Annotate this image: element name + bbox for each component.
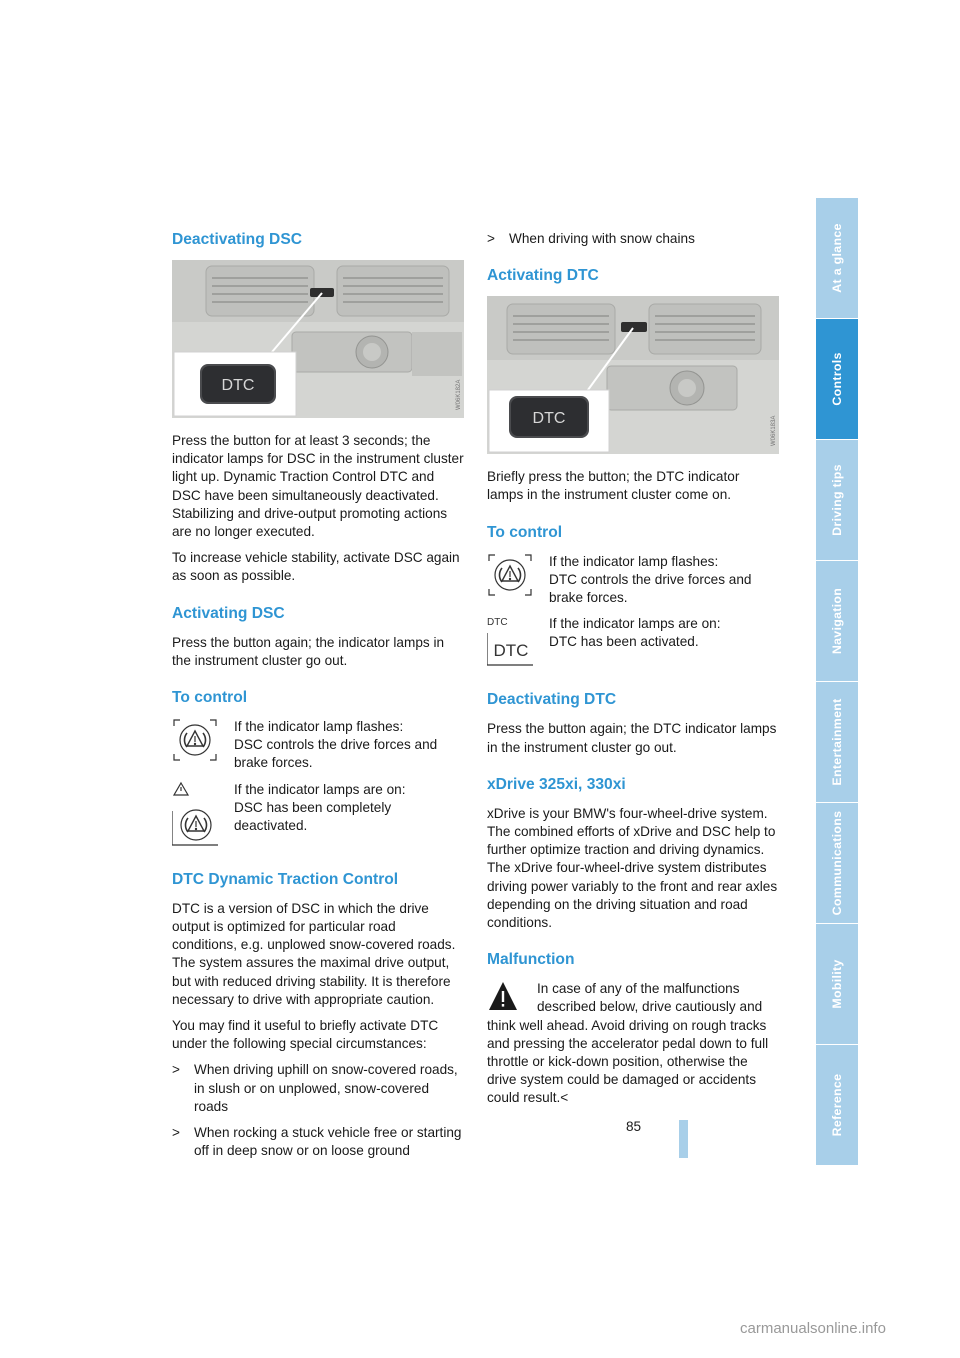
svg-text:W06K183A: W06K183A	[771, 415, 777, 447]
tab-entertainment[interactable]	[816, 682, 858, 802]
bullet-text: When driving with snow chains	[509, 231, 695, 246]
dashboard-photo-dsc	[172, 260, 464, 418]
heading-activating-dsc: Activating DSC	[172, 604, 285, 622]
page-marker-bar	[679, 1120, 688, 1158]
tab-reference[interactable]	[816, 1045, 858, 1165]
dtc-flashing-icon	[487, 553, 549, 602]
text-dtc-2: You may find it useful to briefly activate DTC under the following special circumstances:	[172, 1018, 439, 1052]
dashboard-illustration	[487, 296, 779, 454]
end-mark: <	[560, 1090, 569, 1106]
heading-to-control-dsc: To control	[172, 689, 248, 707]
tab-controls[interactable]	[816, 319, 858, 439]
left-column	[172, 230, 464, 1168]
heading-malfunction: Malfunction	[487, 951, 575, 969]
heading-to-control-dtc: To control	[487, 523, 563, 541]
text-dsc-flash-1: If the indicator lamp flashes:	[234, 719, 404, 735]
tab-label: Communications	[830, 810, 844, 916]
watermark: carmanualsonline.info	[740, 1320, 886, 1337]
text-deactivate-dsc-1: Press the button for at least 3 seconds; the indicator lamps for DSC in the instrument cluster light up. Dynamic Traction Control DTC and DSC have been simultaneously deactivated. Stabilizing and drive-output promoting actions are no longer executed.	[172, 433, 464, 540]
heading-xdrive: xDrive 325xi, 330xi	[487, 775, 626, 793]
tab-navigation[interactable]	[816, 561, 858, 681]
text-activate-dsc: Press the button again; the indicator lamps in the instrument cluster go out.	[172, 634, 445, 668]
tab-label: Reference	[830, 1073, 844, 1137]
dtc-button-label: DTC	[221, 377, 255, 394]
bullet-text: When driving uphill on snow-covered roads, in slush or on unplowed, snow-covered roads	[194, 1062, 458, 1114]
text-dsc-on-1: If the indicator lamps are on:	[234, 781, 406, 797]
tab-label: Driving tips	[830, 464, 844, 536]
heading-deactivating-dsc: Deactivating DSC	[172, 231, 302, 248]
right-column	[487, 230, 779, 1108]
dtc-large-label: DTC	[493, 641, 529, 661]
text-dsc-flash-2: DSC controls the drive forces and brake forces.	[234, 737, 438, 771]
heading-activating-dtc: Activating DTC	[487, 267, 599, 285]
dashboard-illustration	[172, 260, 464, 418]
section-tabs	[816, 198, 858, 1166]
tab-label: Entertainment	[830, 698, 844, 786]
list-item	[487, 230, 779, 248]
tab-mobility[interactable]	[816, 924, 858, 1044]
list-item	[172, 1124, 464, 1160]
dashboard-photo-dtc	[487, 296, 779, 454]
indicator-dtc-flashing	[487, 553, 779, 608]
text-xdrive: xDrive is your BMW's four-wheel-drive system. The combined efforts of xDrive and DSC help to further optimize traction and driving dynamics. The xDrive four-wheel-drive system distributes driving power variably to the front and rear axles depending on the driving situation and road conditions.	[487, 805, 778, 931]
heading-deactivating-dtc: Deactivating DTC	[487, 691, 617, 709]
text-malfunction: In case of any of the malfunctions described below, drive cautiously and think well ahead. Avoid driving on rough tracks and pressing the accelerator pedal down to full throttle or kick-down position, otherwise the drive system could be damaged or accidents could result.	[487, 981, 769, 1106]
tab-at-a-glance[interactable]	[816, 198, 858, 318]
bullet-marker: >	[172, 1125, 180, 1141]
indicator-dtc-on	[487, 615, 779, 672]
tab-driving-tips[interactable]	[816, 440, 858, 560]
tab-label: Navigation	[830, 587, 844, 655]
dtc-small-label: DTC	[487, 617, 508, 629]
tab-label: At a glance	[830, 223, 844, 293]
text-dtc-on-1: If the indicator lamps are on:	[549, 616, 721, 632]
dtc-active-icon	[487, 615, 549, 672]
bullet-text: When rocking a stuck vehicle free or starting off in deep snow or on loose ground	[194, 1125, 462, 1159]
indicator-dsc-on	[172, 781, 464, 852]
dsc-flashing-icon	[172, 718, 234, 767]
warning-triangle-icon	[487, 980, 531, 1014]
text-dtc-flash-2: DTC controls the drive forces and brake forces.	[549, 571, 752, 606]
bullet-marker: >	[487, 231, 495, 246]
dtc-button-label: DTC	[532, 410, 566, 428]
text-dtc-1: DTC is a version of DSC in which the drive output is optimized for particular road conditions, e.g. unplowed snow-covered roads. The system assures the maximal drive output, but with reduced driving stability. It is therefore necessary to drive with appropriate caution.	[172, 900, 456, 1007]
text-deactivate-dtc: Press the button again; the DTC indicator lamps in the instrument cluster go out.	[487, 721, 777, 755]
text-activate-dtc: Briefly press the button; the DTC indicator lamps in the instrument cluster come on.	[487, 469, 740, 503]
list-item	[172, 1061, 464, 1116]
heading-dtc: DTC Dynamic Traction Control	[172, 870, 399, 888]
dsc-off-icon	[172, 781, 234, 852]
bullet-marker: >	[172, 1062, 180, 1078]
indicator-dsc-flashing	[172, 718, 464, 773]
svg-text:W06K182A: W06K182A	[456, 379, 462, 410]
text-deactivate-dsc-2: To increase vehicle stability, activate DSC again as soon as possible.	[172, 550, 460, 584]
tab-label: Mobility	[830, 959, 844, 1009]
warning-malfunction	[487, 980, 779, 1107]
text-dsc-on-2: DSC has been completely deactivated.	[234, 799, 392, 834]
page-number: 85	[626, 1119, 642, 1134]
tab-label: Controls	[830, 352, 844, 406]
text-dtc-flash-1: If the indicator lamp flashes:	[549, 553, 719, 569]
text-dtc-on-2: DTC has been activated.	[549, 634, 699, 650]
tab-communications[interactable]	[816, 803, 858, 923]
